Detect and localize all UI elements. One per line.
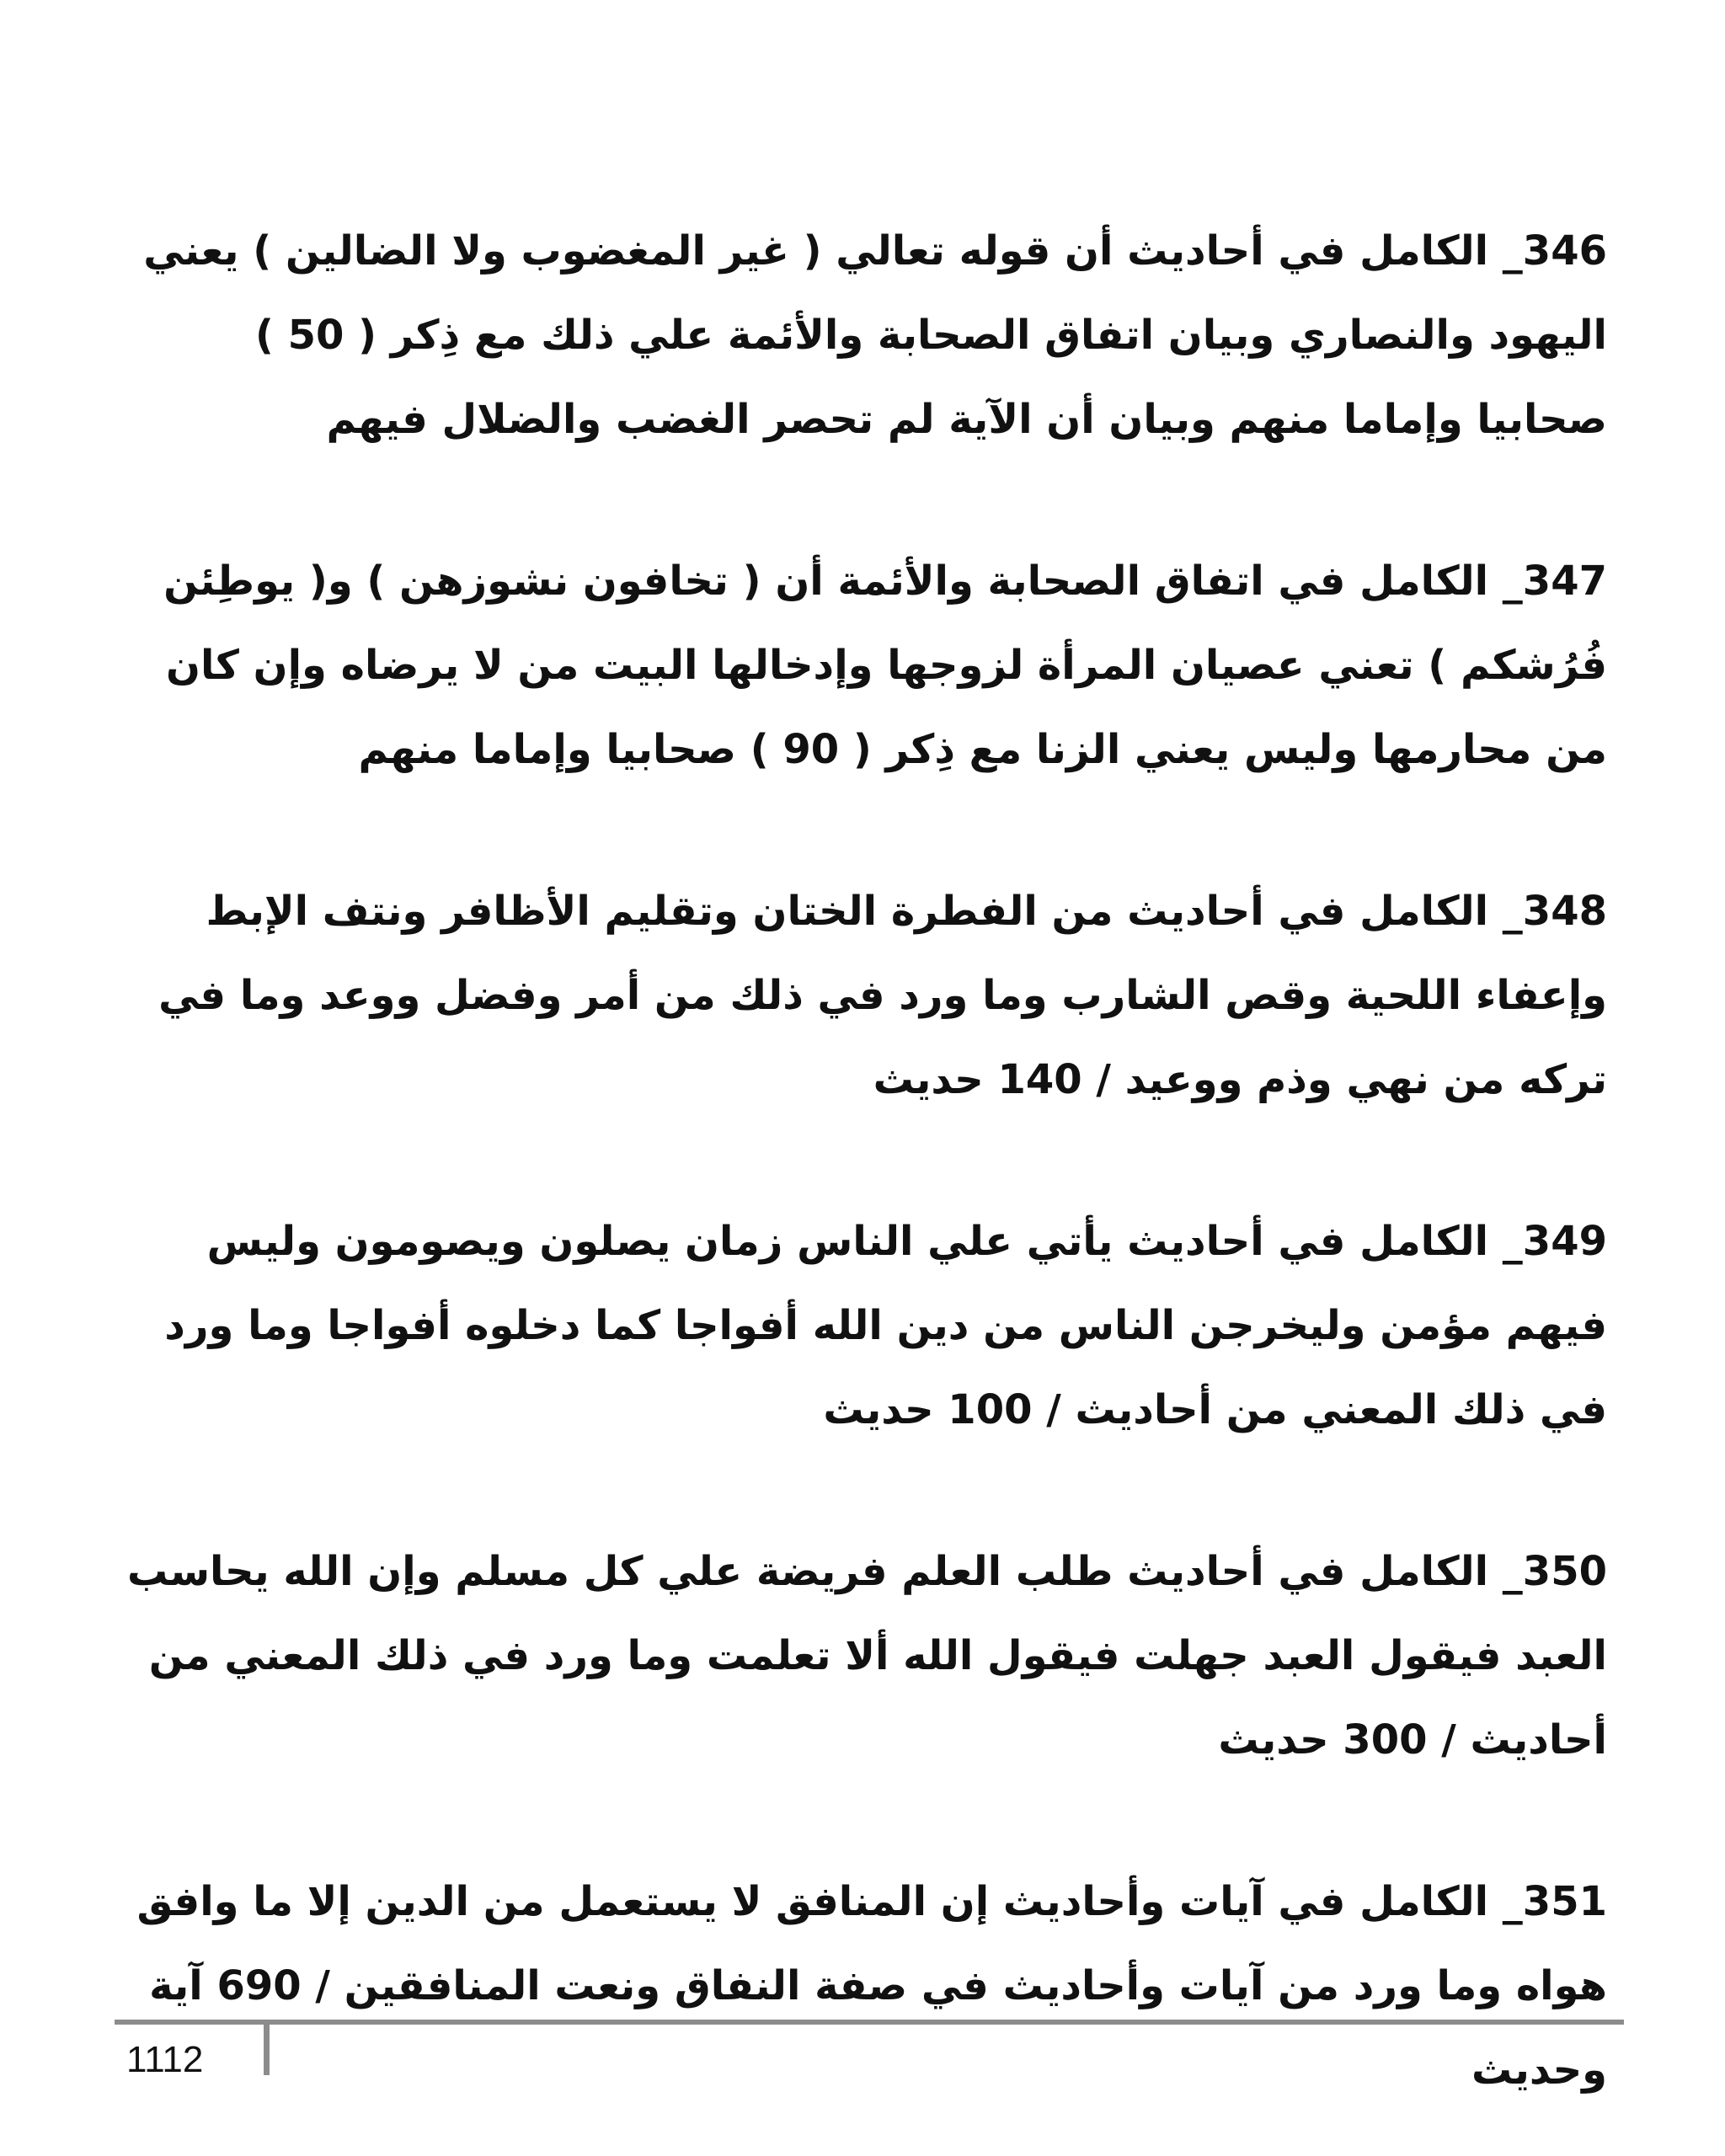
document-body xyxy=(126,209,1607,2112)
entry-349: 349_ الكامل في أحاديث يأتي علي الناس زمان يصلون ويصومون وليس فيهم مؤمن وليخرجن الناس من دين الله أفواجا كما دخلوه أفواجا وما ورد في ذلك المعني من أحاديث / 100 حديث xyxy=(164,1218,1607,1433)
page-number: 1112 xyxy=(126,2039,204,2080)
entry-351: 351_ الكامل في آيات وأحاديث إن المنافق لا يستعمل من الدين إلا ما وافق هواه وما ورد من آيات وأحاديث في صفة النفاق ونعت المنافقين / 690 آية وحديث xyxy=(136,1878,1607,2094)
entry-347: 347_ الكامل في اتفاق الصحابة والأئمة أن ( تخافون نشوزهن ) و( يوطِئن فُرُشكم ) تعني عصيان المرأة لزوجها وإدخالها البيت من لا يرضاه وإن كان من محارمها وليس يعني الزنا مع ذِكر ( 90 ) صحابيا وإماما منهم xyxy=(163,558,1607,773)
entry-346: 346_ الكامل في أحاديث أن قوله تعالي ( غير المغضوب ولا الضالين ) يعني اليهود والنصاري وبيان اتفاق الصحابة والأئمة علي ذلك مع ذِكر ( 50 ) صحابيا وإماما منهم وبيان أن الآية لم تحصر الغضب والضلال فيهم xyxy=(143,227,1607,443)
footer-divider-tick xyxy=(264,2020,270,2075)
entry-348: 348_ الكامل في أحاديث من الفطرة الختان وتقليم الأظافر ونتف الإبط وإعفاء اللحية وقص الشارب وما ورد في ذلك من أمر وفضل ووعد وما في تركه من نهي وذم ووعيد / 140 حديث xyxy=(158,888,1607,1103)
entry-350: 350_ الكامل في أحاديث طلب العلم فريضة علي كل مسلم وإن الله يحاسب العبد فيقول العبد جهلت فيقول الله ألا تعلمت وما ورد في ذلك المعني من أحاديث / 300 حديث xyxy=(127,1548,1607,1764)
footer-divider xyxy=(115,2020,1624,2025)
